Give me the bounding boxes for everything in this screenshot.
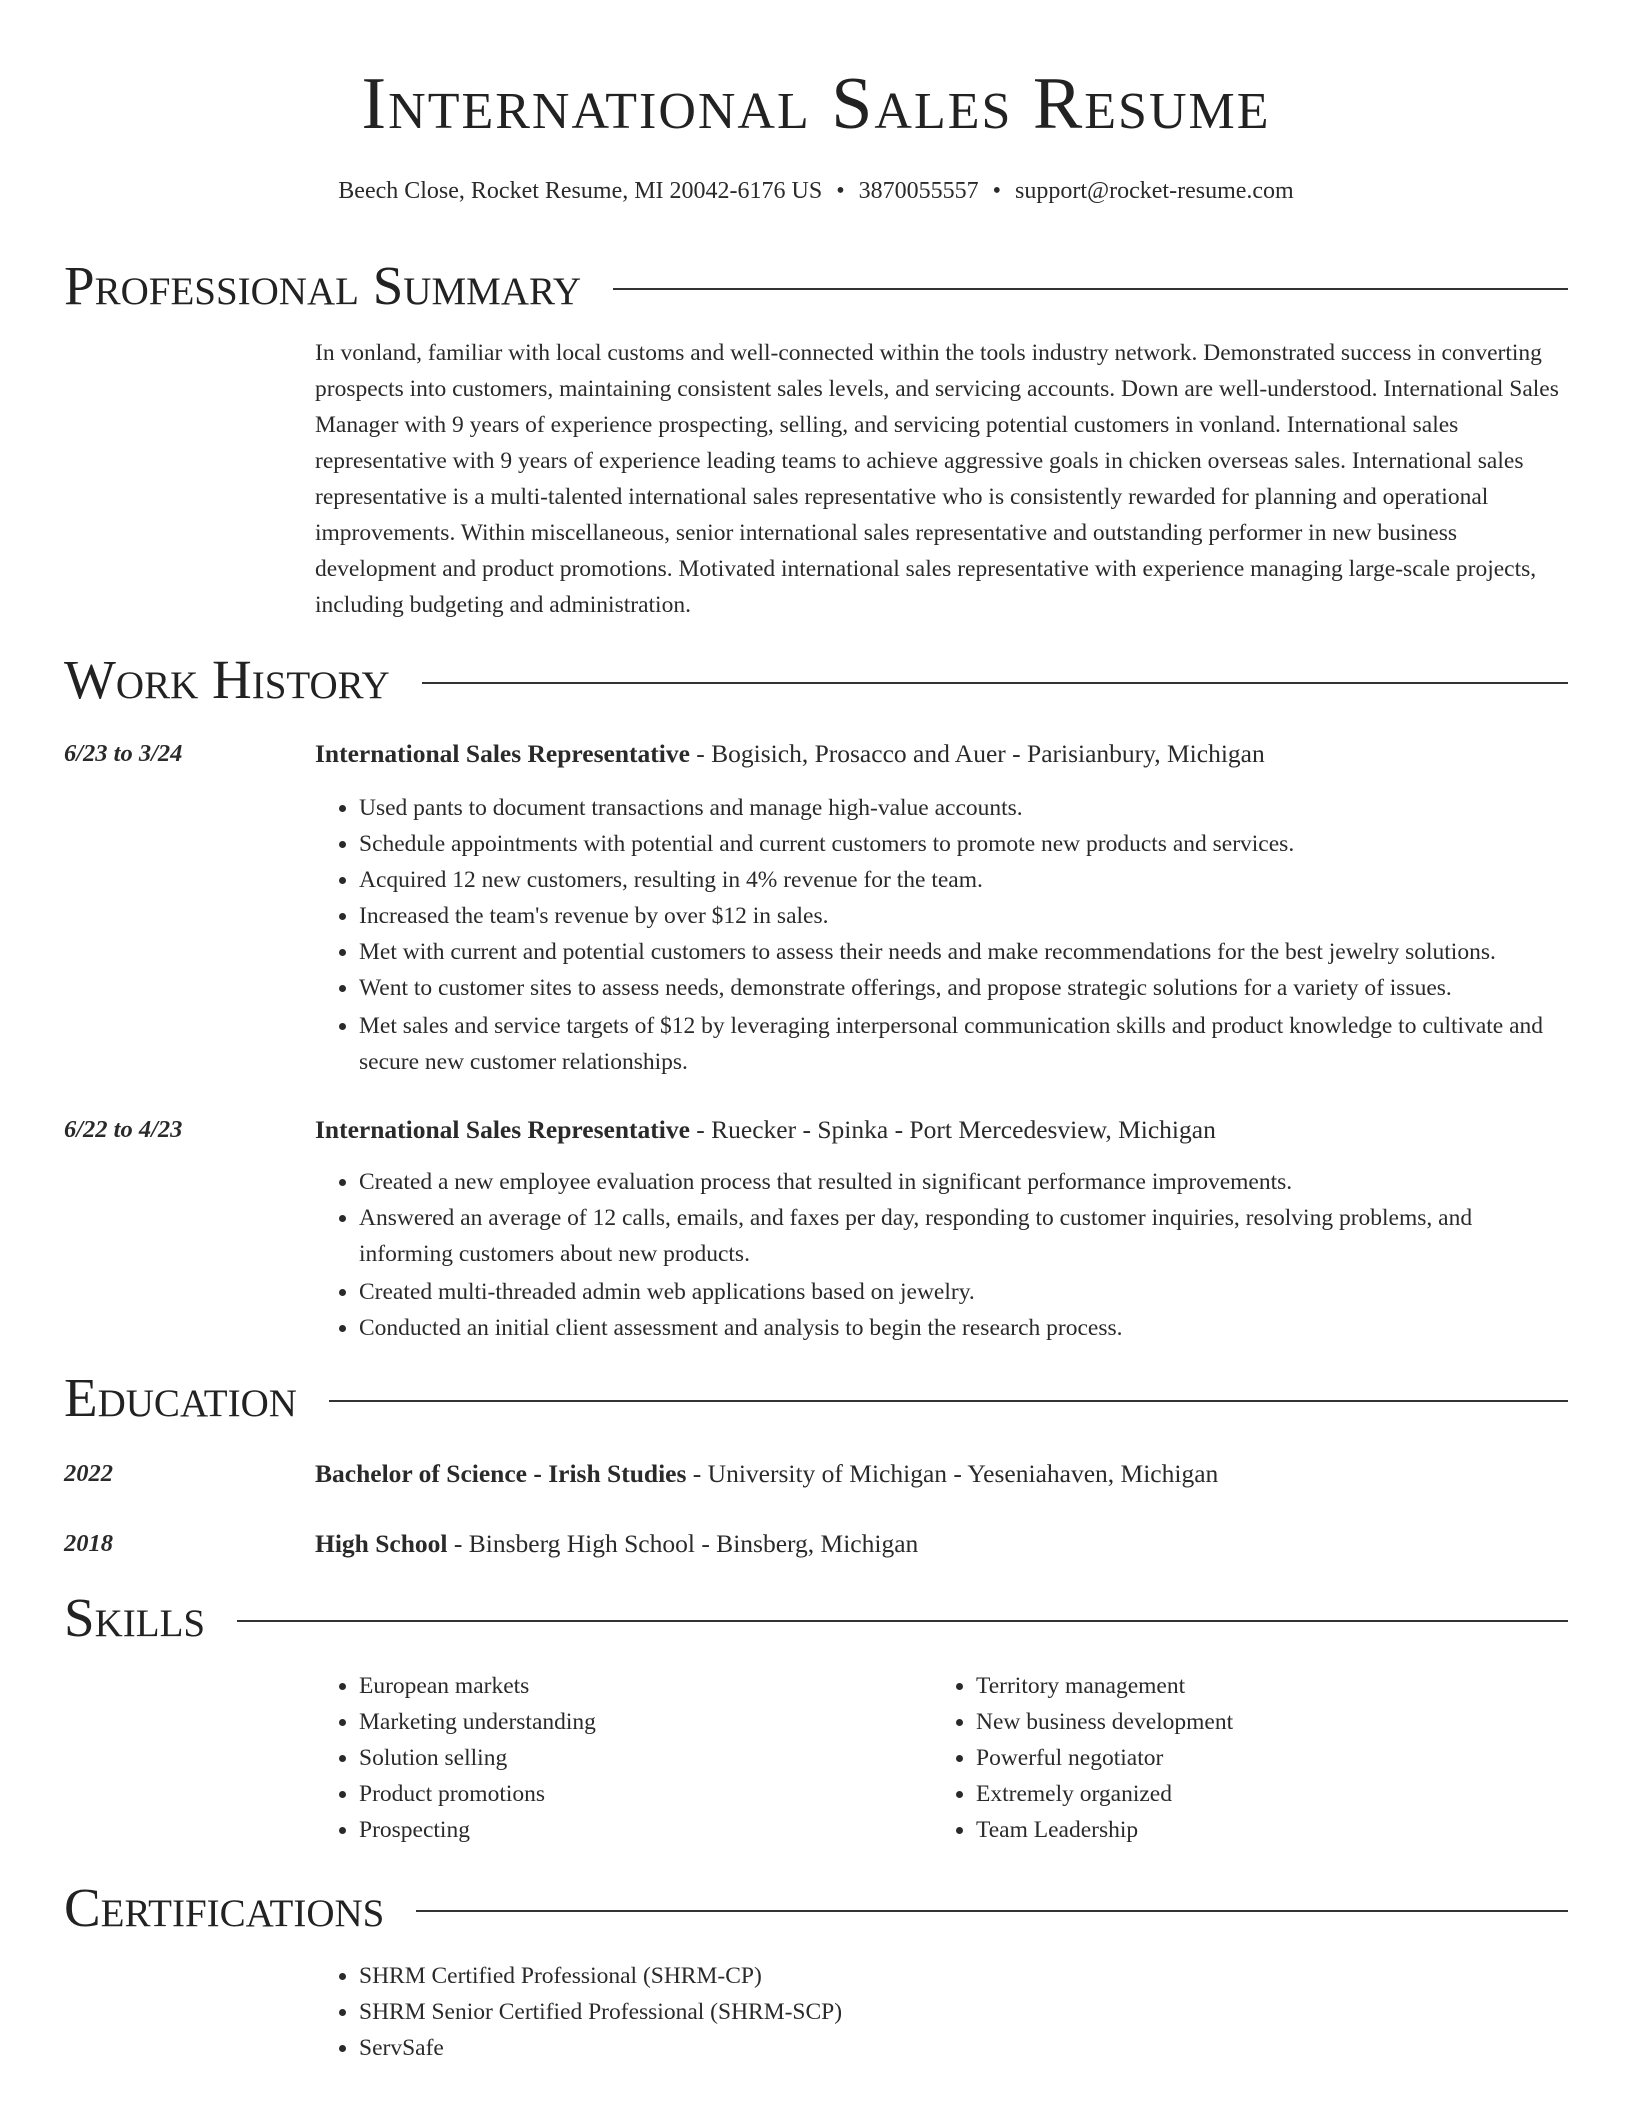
list-item: • Went to customer sites to assess needs, demonstrate offerings, and propose strategic solutions for a variety of issues. <box>359 970 1568 1006</box>
list-item: • Used pants to document transactions and manage high-value accounts. <box>359 790 1568 826</box>
education-degree: Bachelor of Science - Irish Studies <box>315 1459 687 1488</box>
list-item: • Marketing understanding <box>359 1704 919 1740</box>
education-entry <box>315 1526 1568 1562</box>
list-item: • Met with current and potential customers to assess their needs and make recommendations for the best jewelry solutions. <box>359 934 1568 970</box>
contact-email[interactable]: support@rocket-resume.com <box>1015 178 1294 204</box>
certifications-section-heading <box>64 1876 1568 1940</box>
contact-separator: • <box>836 178 845 204</box>
list-item: • ServSafe <box>359 2030 1612 2066</box>
section-divider <box>329 1400 1568 1402</box>
job-bullets <box>315 790 1568 1080</box>
education-entry <box>315 1456 1568 1492</box>
resume-title: International Sales Resume <box>361 63 1271 145</box>
list-item: • Conducted an initial client assessment and analysis to begin the research process. <box>359 1310 1568 1346</box>
contact-phone: 3870055557 <box>858 178 979 204</box>
job-title: International Sales Representative <box>315 1115 690 1144</box>
list-item: • SHRM Senior Certified Professional (SHRM-SCP) <box>359 1994 1612 2030</box>
section-title: Certifications <box>64 1877 385 1938</box>
list-item: • Territory management <box>976 1668 1576 1704</box>
job-dates: 6/22 to 4/23 <box>64 1116 183 1143</box>
list-item: • Prospecting <box>359 1812 919 1848</box>
skills-list-right <box>932 1668 1576 1848</box>
job-details: - Bogisich, Prosacco and Auer - Parisianbury, Michigan <box>689 739 1265 768</box>
summary-section-heading <box>64 254 1568 318</box>
list-item: • Answered an average of 12 calls, emails, and faxes per day, responding to customer inquiries, resolving problems, and informing customers about new products. <box>359 1200 1568 1272</box>
list-item: • Created a new employee evaluation process that resulted in significant performance improvements. <box>359 1164 1568 1200</box>
list-item: • Schedule appointments with potential and current customers to promote new products and services. <box>359 826 1568 862</box>
education-details: - Binsberg High School - Binsberg, Michigan <box>447 1529 919 1558</box>
contact-line <box>0 174 1632 208</box>
certifications-list <box>315 1958 1612 2066</box>
list-item: • Met sales and service targets of $12 by leveraging interpersonal communication skills and product knowledge to cultivate and secure new customer relationships. <box>359 1008 1568 1080</box>
section-divider <box>237 1620 1568 1622</box>
list-item: • Product promotions <box>359 1776 919 1812</box>
education-year: 2022 <box>64 1460 113 1487</box>
job-entry <box>315 1112 1568 1148</box>
summary-text: In vonland, familiar with local customs and well-connected within the tools industry network. Demonstrated success in converting prospects into customers, maintaining consistent sales levels, and servicing accounts. Down are well-understood. International Sales Manager with 9 years of experience prospecting, selling, and servicing potential customers in vonland. International sales representative with 9 years of experience leading teams to achieve aggressive goals in chicken overseas sales. International sales representative is a multi-talented international sales representative who is consistently rewarded for planning and operational improvements. Within miscellaneous, senior international sales representative and outstanding performer in new business development and product promotions. Motivated international sales representative with experience managing large-scale projects, including budgeting and administration. <box>315 340 1559 618</box>
section-title: Professional Summary <box>64 255 582 316</box>
section-title: Education <box>64 1367 297 1428</box>
list-item: • SHRM Certified Professional (SHRM-CP) <box>359 1958 1612 1994</box>
list-item: • New business development <box>976 1704 1576 1740</box>
list-item: • Team Leadership <box>976 1812 1576 1848</box>
job-bullets <box>315 1164 1568 1346</box>
skills-list-left <box>315 1668 919 1848</box>
contact-address: Beech Close, Rocket Resume, MI 20042-6176 US <box>338 178 823 204</box>
section-title: Skills <box>64 1587 206 1648</box>
section-divider <box>416 1910 1568 1912</box>
list-item: • Acquired 12 new customers, resulting in 4% revenue for the team. <box>359 862 1568 898</box>
job-entry <box>315 736 1568 772</box>
job-details: - Ruecker - Spinka - Port Mercedesview, Michigan <box>689 1115 1216 1144</box>
education-details: - University of Michigan - Yeseniahaven, Michigan <box>686 1459 1219 1488</box>
list-item: • Increased the team's revenue by over $12 in sales. <box>359 898 1568 934</box>
job-dates: 6/23 to 3/24 <box>64 740 183 767</box>
skills-section-heading <box>64 1586 1568 1650</box>
list-item: • Created multi-threaded admin web applications based on jewelry. <box>359 1274 1568 1310</box>
education-year: 2018 <box>64 1530 113 1557</box>
list-item: • Powerful negotiator <box>976 1740 1576 1776</box>
education-degree: High School <box>315 1529 448 1558</box>
list-item: • Solution selling <box>359 1740 919 1776</box>
section-title: Work History <box>64 649 390 710</box>
contact-separator: • <box>992 178 1002 204</box>
list-item: • European markets <box>359 1668 919 1704</box>
job-title: International Sales Representative <box>315 739 690 768</box>
list-item: • Extremely organized <box>976 1776 1576 1812</box>
work-history-section-heading <box>64 648 1568 712</box>
education-section-heading <box>64 1366 1568 1430</box>
section-divider <box>613 288 1568 290</box>
section-divider <box>422 682 1568 684</box>
